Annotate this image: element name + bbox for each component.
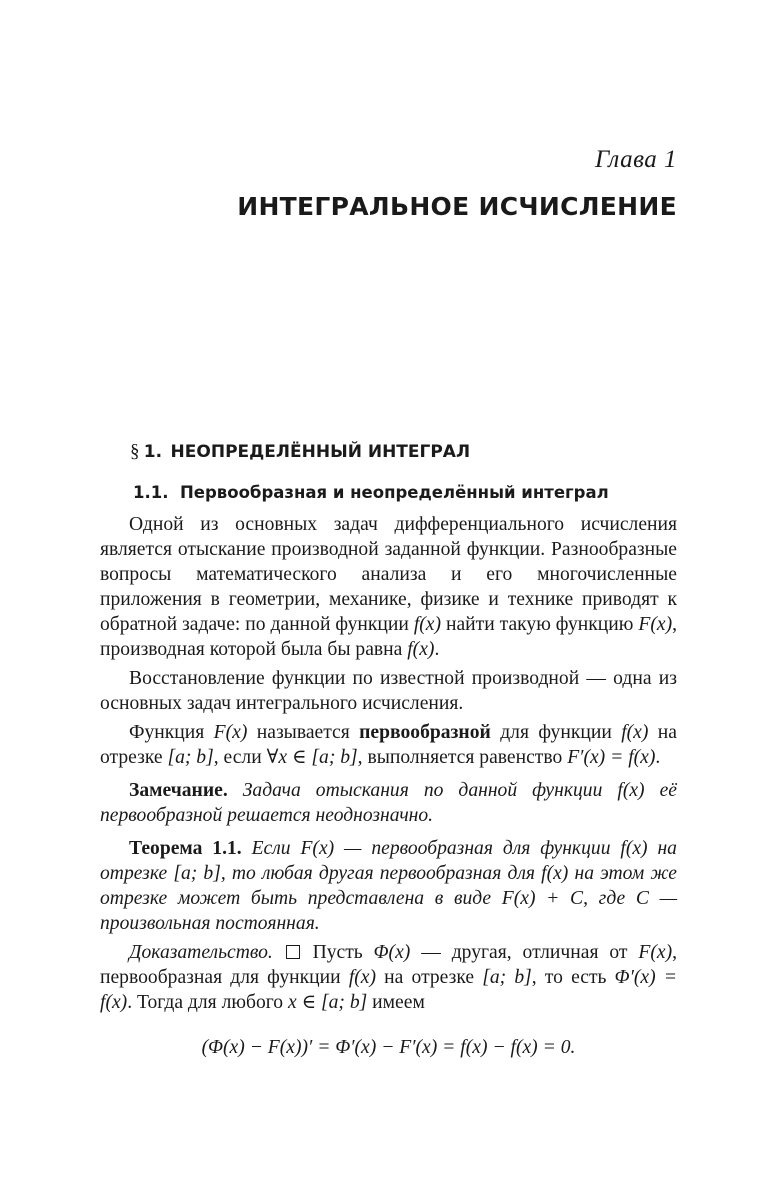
math-inline: f(x)	[621, 722, 649, 743]
text-run: на отрезке	[376, 967, 483, 988]
text-run: найти такую функцию	[441, 614, 639, 635]
section-sign: §	[130, 441, 140, 462]
remark	[100, 778, 677, 828]
text-run: , производная которой была бы равна	[100, 614, 677, 660]
theorem-label: Теорема 1.1.	[129, 838, 242, 859]
chapter-label: Глава 1	[594, 146, 677, 173]
math-inline: F(x)	[213, 722, 248, 743]
text-run: , то любая другая первообразная для	[220, 863, 542, 884]
theorem	[100, 836, 677, 936]
text-run: Восстановление функции по известной производной — одна из основных задач интегрального исчисления.	[100, 668, 677, 714]
proof-start-box-icon	[286, 945, 300, 959]
text-run: её первообразной решается неоднозначно.	[100, 780, 677, 826]
text-run: , первообразная для функции	[100, 942, 677, 988]
body-text	[100, 512, 677, 1060]
section-title: НЕОПРЕДЕЛЁННЫЙ ИНТЕГРАЛ	[170, 442, 471, 462]
paragraph-intro	[100, 512, 677, 662]
math-inline: F(x)	[300, 838, 335, 859]
text-run: Одной из основных задач дифференциального исчисления является отыскание производной заданной функции. Разнообразные вопросы математического анализа и его многочисленные приложения в геометрии, механике, физике и технике приводят к обратной задаче: по данной функции	[100, 514, 677, 635]
text-run: на отрезке	[100, 722, 677, 768]
proof	[100, 940, 677, 1015]
text-run: Если	[241, 838, 301, 859]
text-run: называется	[247, 722, 360, 743]
subsection-number: 1.1.	[133, 483, 169, 502]
math-inline: [a; b]	[482, 967, 532, 988]
section-number: 1.	[143, 442, 163, 462]
text-run: на этом же отрезке может быть представлена в виде	[100, 863, 677, 909]
display-formula: (Φ(x) − F(x))′ = Φ′(x) − F′(x) = f(x) − f(x) = 0.	[201, 1037, 576, 1058]
math-inline: [a; b]	[167, 747, 214, 768]
math-inline: F(x)	[638, 942, 673, 963]
text-run: .	[434, 639, 440, 660]
section-heading	[130, 441, 470, 463]
chapter-title: ИНТЕГРАЛЬНОЕ ИСЧИСЛЕНИЕ	[237, 192, 677, 221]
subsection-heading	[133, 483, 609, 502]
math-inline: [a; b]	[173, 863, 221, 884]
text-run: для функции	[490, 722, 622, 743]
text-run: , если	[213, 747, 267, 768]
text-run: Пусть	[301, 942, 374, 963]
text-run: имеем	[367, 992, 425, 1013]
text-run: Функция	[129, 722, 214, 743]
math-inline: C	[635, 888, 649, 909]
paragraph-definition	[100, 720, 677, 770]
math-inline: f(x)	[620, 838, 648, 859]
math-inline: Φ′(x) = f(x)	[100, 967, 677, 1013]
text-run: — другая, отличная от	[410, 942, 639, 963]
text-run: , то есть	[531, 967, 615, 988]
math-inline: F(x) + C	[501, 888, 584, 909]
math-inline: f(x)	[348, 967, 377, 988]
text-run: , выполняется равенство	[357, 747, 568, 768]
defined-term: первообразной	[359, 722, 491, 743]
math-inline: Φ(x)	[373, 942, 411, 963]
text-run: .	[655, 747, 661, 768]
proof-label: Доказательство.	[129, 942, 273, 963]
text-run: , где	[583, 888, 636, 909]
remark-label: Замечание.	[129, 780, 228, 801]
subsection-title: Первообразная и неопределённый интеграл	[180, 483, 609, 502]
math-inline: F(x)	[638, 614, 673, 635]
math-inline: f(x)	[413, 614, 442, 635]
text-run: на отрезке	[100, 838, 677, 884]
math-inline: F′(x) = f(x)	[567, 747, 656, 768]
math-inline: ∀x ∈ [a; b]	[266, 747, 358, 768]
math-inline: f(x)	[407, 639, 435, 660]
text-run: — произвольная постоянная.	[100, 888, 678, 934]
text-run: . Тогда для любого	[127, 992, 288, 1013]
math-inline: f(x)	[541, 863, 569, 884]
math-inline: f(x)	[617, 780, 645, 801]
paragraph-restoration	[100, 666, 677, 716]
text-run: Задача отыскания по данной функции	[227, 780, 618, 801]
math-inline: x ∈ [a; b]	[288, 992, 368, 1013]
text-run: — первообразная для функции	[334, 838, 621, 859]
